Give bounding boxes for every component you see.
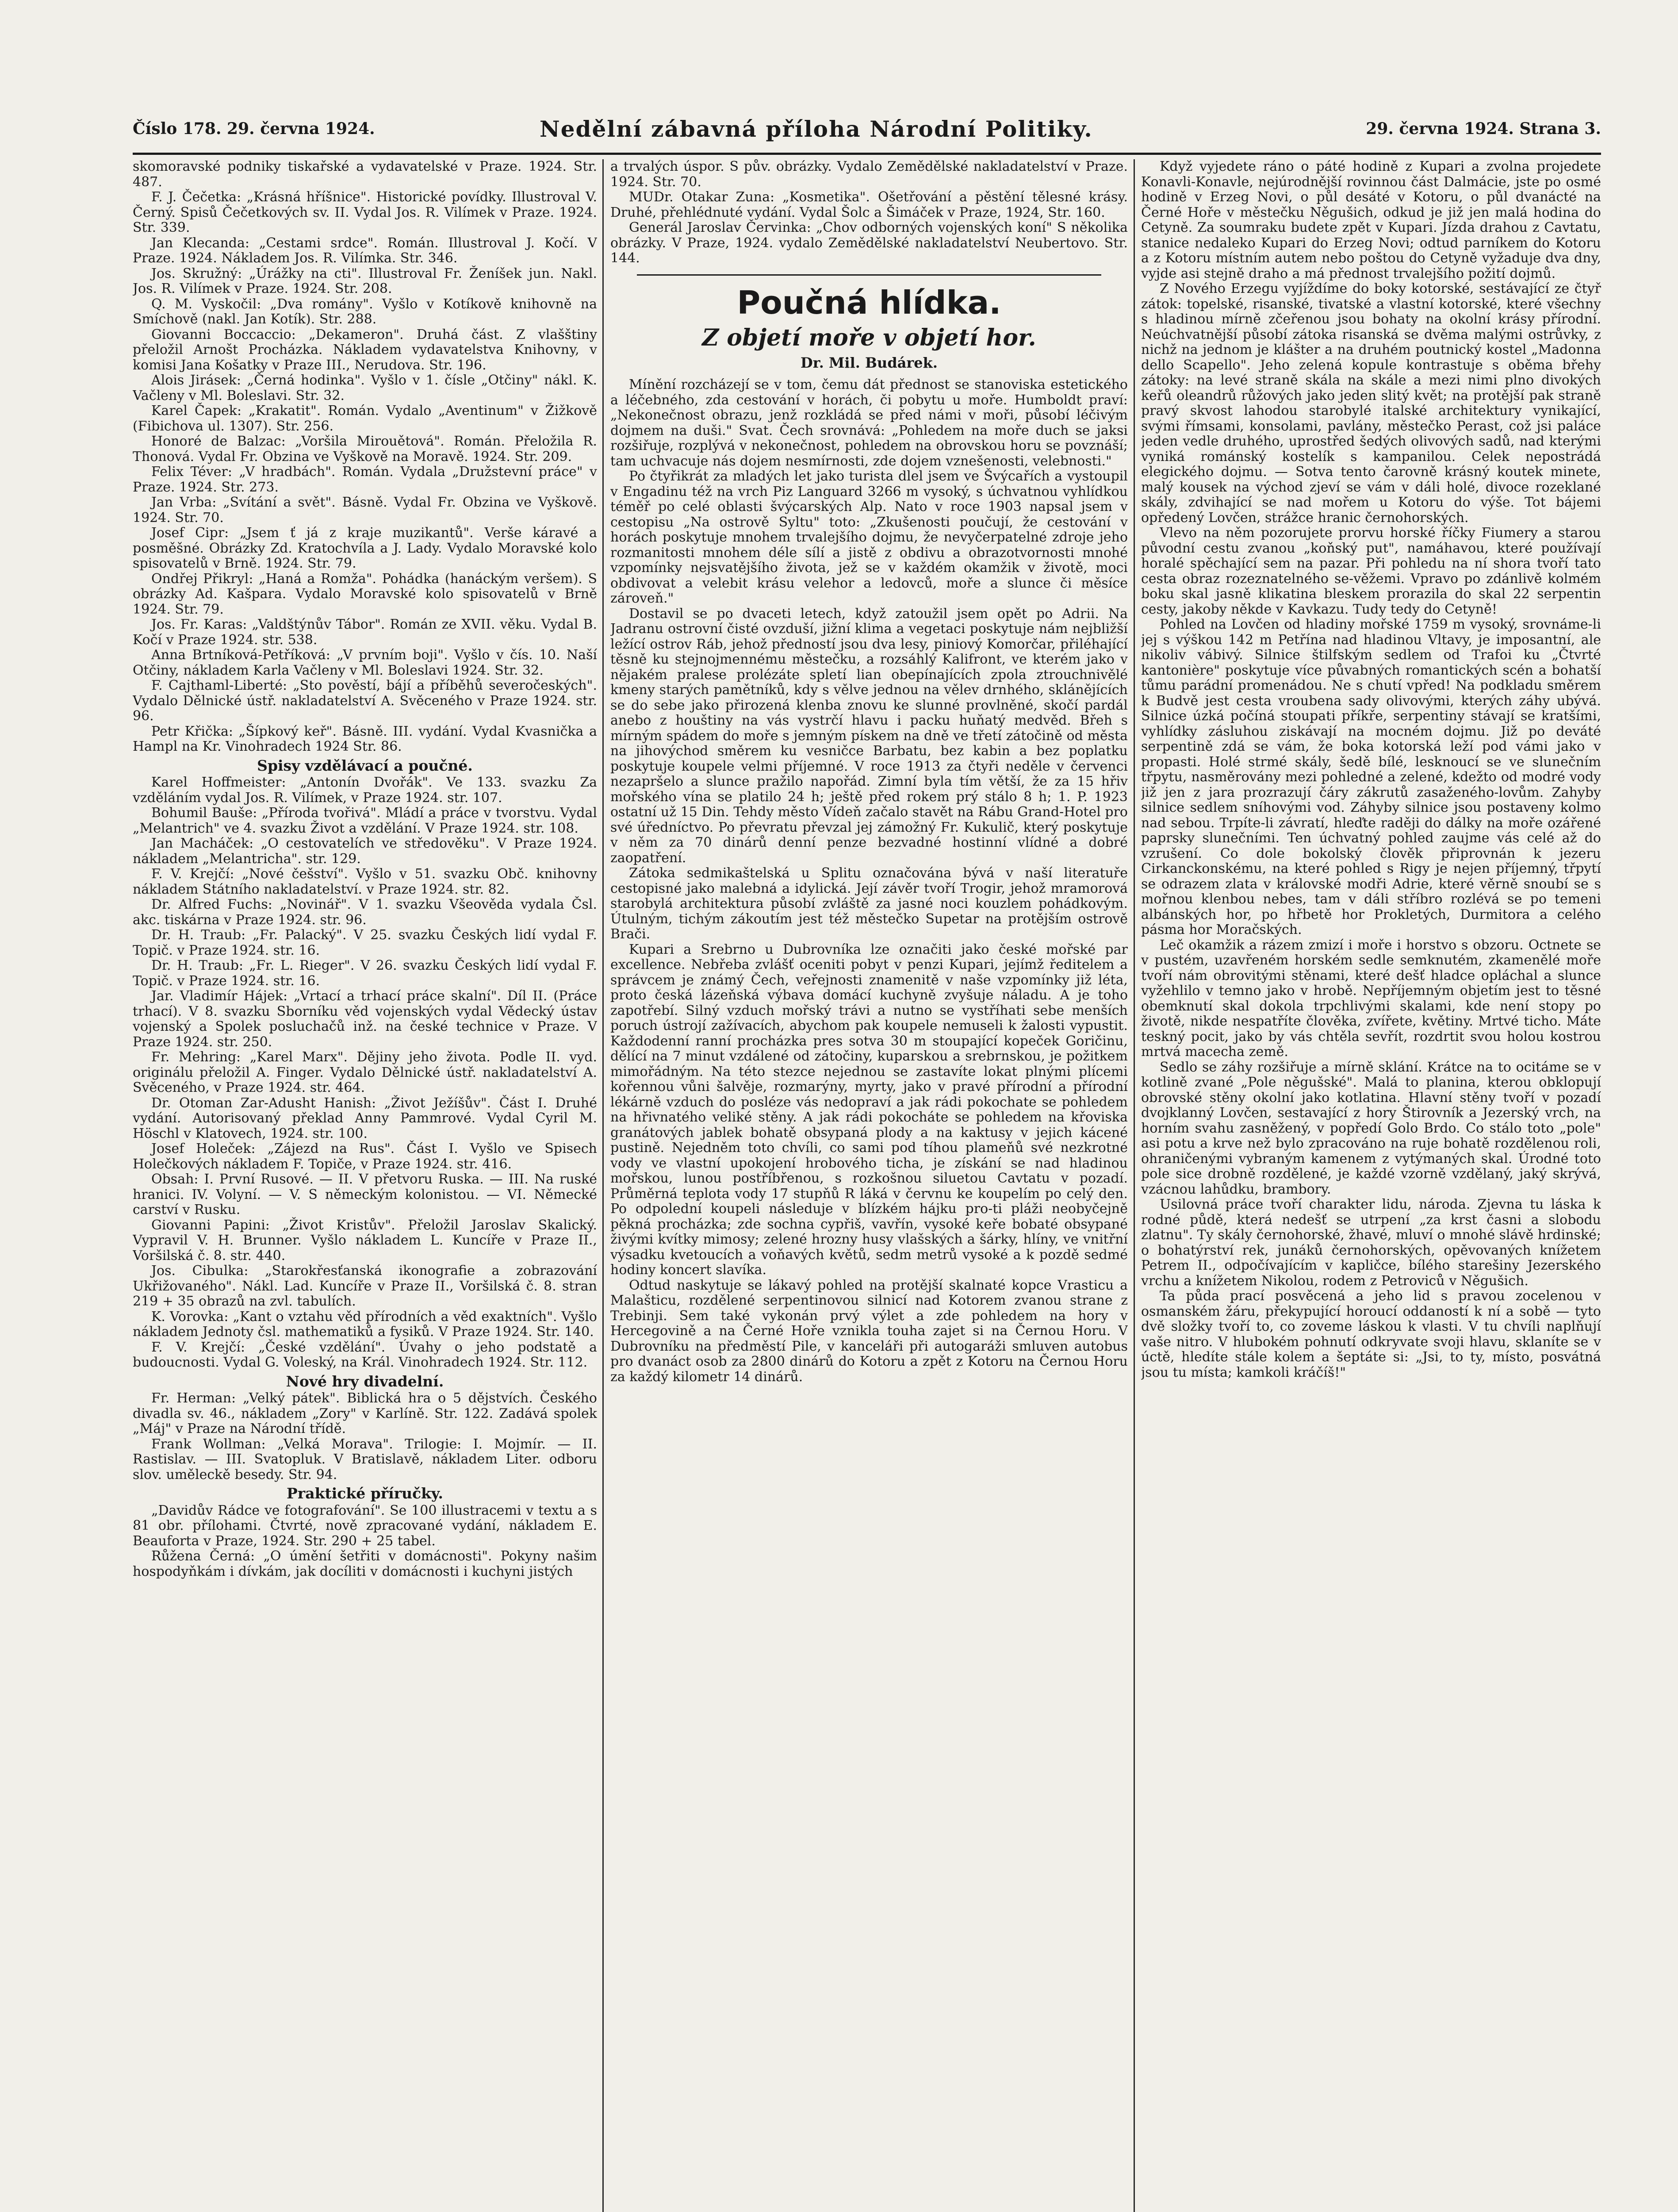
listing-entry: Q. M. Vyskočil: „Dva romány". Vyšlo v Kotíkově knihovně na Smíchově (nakl. Jan Kotík). Str. 288. bbox=[133, 296, 597, 327]
listing-entry: Dr. Otoman Zar-Adusht Hanish: „Život Ježíšův". Část I. Druhé vydání. Autorisovaný překlad Anny Pammrové. Vydal Cyril M. Höschl v Klatovech, 1924. str. 100. bbox=[133, 1095, 597, 1141]
listing-entry: Josef Holeček: „Zájezd na Rus". Část I. Vyšlo ve Spisech Holečkových nákladem F. Topiče, v Praze 1924. str. 416. bbox=[133, 1141, 597, 1172]
article-paragraph: Ta půda prací posvěcená a jeho lid s pravou zocelenou v osmanském žáru, překypující horoucí oddaností k ní a sobě — tyto dvě složky tvoří to, co zoveme láskou k vlasti. V tu chvíli naplňují vaše nitro. V hlubokém pohnutí odkryvate svoji hlavu, sklaníte se v úctě, hledíte stále kolem a šeptáte si: „Jsi, to ty, místo, posvátná jsou tu místa; kamkoli kráčíš!" bbox=[1141, 1288, 1601, 1380]
listing-entry: Obsah: I. První Rusové. — II. V přetvoru Ruska. — III. Na ruské hranici. IV. Volyní. — V. S německým kolonistou. — VI. Německé carství v Rusku. bbox=[133, 1171, 597, 1217]
article-paragraph: Pohled na Lovčen od hladiny mořské 1759 m vysoký, srovnáme-li jej s výškou 142 m Petřína nad hladinou Vltavy, je imposantní, ale nikoliv vábivý. Silnice štilfským sedlem od Trafoi ku „Čtvrté kantonière" poskytuje více půvabných romantických scén a bohatší tůmu parádní promenádou. Ne s chutí vpřed! Na podkladu směrem k Budvě jest cesta vroubena sady olivovými, kterých záhy ubývá. Silnice úzká počíná stoupati příkře, serpentiny stávají se kratšími, vyhlídky zásluhou ziskávají na mocném dojmu. Již po deváté serpentině zdá se vám, že boka kotorská leží pod vámi jako v propasti. Holé strmé skály, šedě bílé, lesknoucí se ve slunečním třpytu, nasměrovány mezi pohledné a zelené, kdežto od modré vody již jen z jara prozrazují čáry zákrutů zasaženého-lovům. Zahyby silnice sedlem sníhovými vod. Záhyby silnice jsou postaveny kolmo nad sebou. Trpíte-li závratí, hleďte raději do dálky na moře ozářené paprsky slunečními. Ten úchvatný pohled zaujme vás celé až do vzrušení. Co dole bokolský člověk připrovnán k jezeru Cirkanckonskému, na které pohled s Rigy je nejen příjemný, třpytí se odrazem zlata v královské modři Adrie, které věrně snoubí se s mořnou klenbou nebes, tam v dáli stříbro rozlévá se po temeni albánských hor, po hřbetě hor Prokletých, Durmitora a celého pásma hor Moračských. bbox=[1141, 617, 1601, 937]
article-paragraph: Vlevo na něm pozorujete prorvu horské říčky Fiumery a starou původní cestu zvanou „koňský put", namáhavou, které používají horalé spěchající sem na pazar. Při pohledu na ní shora tvoří tato cesta obraz rozeznatelného se-věžemi. Vpravo po zdánlivě kolmém boku skal jasně klikatina bleskem prorazila do skal 22 serpentin cesty, jakoby někde v Kavkazu. Tudy tedy do Cetyně! bbox=[1141, 525, 1601, 617]
article-paragraph: Odtud naskytuje se lákavý pohled na protější skalnaté kopce Vrasticu a Malašticu, rozdělené serpentinovou silnicí nad Kotorem zvanou strane z Trebinji. Sem také vykonán prvý výlet a zde pohledem na hory v Hercegovině a na Černé Hoře vznikla touha zajet si na Černou Horu. V Dubrovníku na předměstí Pile, v kanceláři při autogaráži smluven autobus pro dvanáct osob za 2800 dinárů do Kotoru a zpět z Kotoru na Černou Horu za každý kilometr 14 dinárů. bbox=[610, 1277, 1128, 1385]
listing-entry: Bohumil Bauše: „Příroda tvořivá". Mládí a práce v tvorstvu. Vydal „Melantrich" ve 4. svazku Život a vzdělání. V Praze 1924. str. 108. bbox=[133, 805, 597, 836]
listing-entry: Jan Macháček: „O cestovatelích ve středověku". V Praze 1924. nákladem „Melantricha". str. 129. bbox=[133, 836, 597, 867]
listing-entry: F. V. Krejčí: „České vzdělání". Úvahy o jeho podstatě a budoucnosti. Vydal G. Voleský, na Král. Vinohradech 1924. Str. 112. bbox=[133, 1339, 597, 1370]
listing-entry: Dr. H. Traub: „Fr. L. Rieger". V 26. svazku Českých lidí vydal F. Topič. v Praze 1924. str. 16. bbox=[133, 958, 597, 989]
section-heading: Praktické příručky. bbox=[287, 1485, 443, 1502]
listing-entry: Dr. H. Traub: „Fr. Palacký". V 25. svazku Českých lidí vydal F. Topič. v Praze 1924. str. 16. bbox=[133, 927, 597, 958]
listing-entry: Petr Křička: „Šípkový keř". Básně. III. vydání. Vydal Kvasnička a Hampl na Kr. Vinohradech 1924 Str. 86. bbox=[133, 723, 597, 754]
article-paragraph: Sedlo se záhy rozšiřuje a mírně sklání. Krátce na to ocitáme se v kotlině zvané „Pole něgušské". Malá to planina, kterou obklopují obrovské stěny okolní jako kotlatina. Hlavní stěny tvoří v pozadí dvojklanný Lovčen, sestavající z hory Štirovník a Jezerský vrch, na horním svahu zasněžený, v popředí Golo Brdo. Co stálo toto „pole" asi potu a krve než bylo zpracováno na ruje bohatě rozdělenou roli, ohraničenými vybraným kamenem z vytýmaných skal. Úrodné toto pole sice drobně rozdělené, je každé vzorně vzdělaný, jaký skrývá, vzácnou lahůdku, brambory. bbox=[1141, 1059, 1601, 1197]
listing-entry: Alois Jirásek: „Černá hodinka". Vyšlo v 1. čísle „Otčiny" nákl. K. Vačleny v Ml. Boleslavi. Str. 32. bbox=[133, 373, 597, 403]
listing-entry: Růžena Černá: „O úmění šetřiti v domácnosti". Pokyny našim hospodyňkám i dívkám, jak docíliti v domácnosti i kuchyni jistých bbox=[133, 1548, 597, 1579]
listing-entry: Ondřej Přikryl: „Haná a Romža". Pohádka (hanáckým veršem). S obrázky Ad. Kašpara. Vydalo Moravské kolo spisovatelů v Brně 1924. Str. 79. bbox=[133, 571, 597, 617]
listing-entry: Fr. Herman: „Velký pátek". Biblická hra o 5 dějstvích. Českého divadla sv. 46., nákladem „Zory" v Karlíně. Str. 122. Zadává spolek „Máj" v Praze na Národní třídě. bbox=[133, 1390, 597, 1436]
issue-number-date: Číslo 178. 29. června 1924. bbox=[133, 119, 375, 138]
column-3-article-continued bbox=[1141, 159, 1601, 2212]
listing-entry: MUDr. Otakar Zuna: „Kosmetika". Ošetřování a pěstění tělesné krásy. Druhé, přehlédnuté vydání. Vydal Šolc a Šimáček v Praze, 1924, Str. 160. bbox=[610, 189, 1128, 220]
listing-entry: Karel Hoffmeister: „Antonín Dvořák". Ve 133. svazku Za vzděláním vydal Jos. R. Vilímek, v Praze 1924. str. 107. bbox=[133, 775, 597, 806]
listing-entry: K. Vorovka: „Kant o vztahu věd přírodních a věd exaktních". Vyšlo nákladem Jednoty čsl. mathematiků a fysiků. V Praze 1924. Str. 140. bbox=[133, 1309, 597, 1340]
listing-entry: Fr. Mehring: „Karel Marx". Dějiny jeho života. Podle II. vyd. originálu přeložil A. Finger. Vydalo Dělnické ústř. nakladatelství A. Svěceného, v Praze 1924. str. 464. bbox=[133, 1049, 597, 1095]
column-divider bbox=[602, 159, 604, 2212]
column-2-article bbox=[610, 159, 1128, 2212]
listing-entry: Honoré de Balzac: „Voršila Mirouětová". Román. Přeložila R. Thonová. Vydal Fr. Obzina ve Vyškově na Moravě. 1924. Str. 209. bbox=[133, 434, 597, 465]
listing-entry: Jar. Vladimír Hájek: „Vrtací a trhací práce skalní". Díl II. (Práce trhací). V 8. svazku Sborníku věd vojenských vydal Vědecký ústav vojenský a Spolek posluchačů inž. na české technice v Praze. V Praze 1924. str. 250. bbox=[133, 988, 597, 1050]
listing-entry: a trvalých úspor. S pův. obrázky. Vydalo Zemědělské nakladatelství v Praze. 1924. Str. 70. bbox=[610, 159, 1128, 190]
listing-entry: Generál Jaroslav Červinka: „Chov odborných vojenských koní" S několika obrázky. V Praze, 1924. vydalo Zemědělské nakladatelství Neubertovo. Str. 144. bbox=[610, 220, 1128, 266]
article-paragraph: Když vyjedete ráno o páté hodině z Kupari a zvolna projedete Konavli-Konavle, nejúrodnější rovinnou část Dalmácie, jste po osmé hodině v Erzeg Novi, o půl desáté v Kotoru, o půl dvanácté na Černé Hoře v městečku Něgušich, odkud je již jen malá hodina do Cetyně. Za soumraku budete zpět v Kupari. Jízda drahou z Cavtatu, stanice nedaleko Kupari do Erzeg Novi; odtud parníkem do Kotoru a z Kotoru místním autem nebo poštou do Cetyně vyžaduje dva dny, vyjde asi stejně draho a má přednost trvalejšího požití dojmů. bbox=[1141, 159, 1601, 281]
header-rule bbox=[133, 153, 1601, 155]
article-paragraph: Mínění rozcházejí se v tom, čemu dát přednost se stanoviska estetického a léčebného, zda cestování v horách, či pobytu u moře. Humboldt praví: „Nekonečnost obrazu, jenž rozkládá se před námi v moři, působí léčivým dojmem na duši." Svat. Čech srovnává: „Pohledem na moře duch se jaksi rozšiřuje, rozplývá v nekonečnost, pohledem na obrovskou horu se povznáší; tam uchvacuje nás dojem nesmírnosti, zde dojem vznešenosti, velebnosti." bbox=[610, 377, 1128, 469]
listing-entry: skomoravské podniky tiskařské a vydavatelské v Praze. 1924. Str. 487. bbox=[133, 159, 597, 190]
article-paragraph: Zátoka sedmikaštelská u Splitu označována bývá v naší literatuře cestopisné jako malebná a idylická. Její závěr tvoří Trogir, jehož mramorová starobylá architektura působí zvláště za jasné noci kouzlem pohádkovým. Útulným, tichým zákoutím jest též městečko Supetar na protějším ostrově Brači. bbox=[610, 865, 1128, 942]
listing-entry: Jos. Skružný: „Úrážky na cti". Illustroval Fr. Ženíšek jun. Nakl. Jos. R. Vilímek v Praze. 1924. Str. 208. bbox=[133, 265, 597, 296]
article-paragraph: Usilovná práce tvoří charakter lidu, národa. Zjevna tu láska k rodné půdě, která nedešť se utrpení „za krst časni a slobodu zlatnu". Ty skály černohorské, žhavé, mluví o mnohé slávě hrdinské; o bohatýrství rek, junáků černohorských, opěvovaných knížetem Petrem II., odpočívajícím v kapličce, bílého starešiny Jezerského vrchu a knížetem Nikolou, rodem z Petroviců v Něgušich. bbox=[1141, 1197, 1601, 1289]
page-date-number: 29. června 1924. Strana 3. bbox=[1366, 119, 1601, 138]
listing-entry: F. Cajthaml-Liberté: „Sto pověstí, bájí a příběhů severočeských". Vydalo Dělnické ústř. nakladatelství A. Svěceného v Praze 1924. str. 96. bbox=[133, 678, 597, 724]
page-header bbox=[133, 116, 1601, 151]
listing-entry: Giovanni Boccaccio: „Dekameron". Druhá část. Z vlašštiny přeložil Arnošt Procházka. Nákladem vydavatelstva Knihovny, v komisi Jana Košatky v Praze III., Nerudova. Str. 196. bbox=[133, 326, 597, 373]
listing-entry: Josef Cipr: „Jsem ť já z kraje muzikantů". Verše káravé a posměšné. Obrázky Zd. Kratochvíla a J. Lady. Vydalo Moravské kolo spisovatelů v Brně. 1924. Str. 79. bbox=[133, 525, 597, 571]
section-heading: Spisy vzdělávací a poučné. bbox=[257, 757, 473, 774]
listing-entry: Felix Téver: „V hradbách". Román. Vydala „Družstevní práce" v Praze. 1924. Str. 273. bbox=[133, 464, 597, 495]
listing-entry: Jos. Fr. Karas: „Valdštýnův Tábor". Román ze XVII. věku. Vydal B. Kočí v Praze 1924. str. 538. bbox=[133, 617, 597, 648]
article-paragraph: Leč okamžik a rázem zmizí i moře i horstvo s obzoru. Octnete se v pustém, uzavřeném horském sedle semknutém, zkamenělé moře tvoří nám obrovitými stěnami, které dešť hladce opláchal a slunce vyžehlilo v temno jako v hrobě. Nepříjemným objetím jest to těsné obemknutí skal dokola trpchlivými skalami, kde není stopy po životě, nikde nespatříte člověka, zvířete, květiny. Mrtvé ticho. Máte teskný pocit, jako by vás chtěla sevřít, rozdrtit svou holou kostrou mrtvá macecha země. bbox=[1141, 937, 1601, 1060]
column-1-book-listings bbox=[133, 159, 597, 2212]
article-paragraph: Z Nového Erzegu vyjíždíme do boky kotorské, sestávající ze čtyř zátok: topelské, risanské, tivatské a vlastní kotorské, které všechny s hladinou mírně zčeřenou jsou bohaty na okolní krásy přírodní. Neúchvatnější působí zátoka risanská se dvěma malými ostrůvky, z nichž na jednom je klášter a na druhém poutnický kostel „Madonna dello Scapello". Jeho zelená kopule kontrastuje s oběma břehy zátoky: na levé straně skála na skále a mezi nimi plno divokých keřů oleandrů růžových jako jeden slitý květ; na protější pak straně pravý skvost lahodou starobylé italské architektury vynikající, svými římsami, konsolami, pavlány, městečko Perast, což jsi paláce jeden vedle druhého, uprostřed šedých olivových sadů, nad kterými vyniká románský kostelík s kampanilou. Celek nepostrádá elegického dojmu. — Sotva tento čarovně krásný koutek minete, malý kousek na východ zjeví se vám v dáli holé, divoce rozeklané skály, zdvihající se nad mořem u Kotoru do výše. Tot bájemi opředený Lovčen, strážce hranic černohorských. bbox=[1141, 281, 1601, 526]
listing-entry: Frank Wollman: „Velká Morava". Trilogie: I. Mojmír. — II. Rastislav. — III. Svatopluk. V Bratislavě, nákladem Liter. odboru slov. uměleckě besedy. Str. 94. bbox=[133, 1436, 597, 1482]
listing-entry: Karel Čapek: „Krakatit". Román. Vydalo „Aventinum" v Žižkově (Fibichova ul. 1307). Str. 256. bbox=[133, 403, 597, 434]
listing-entry: Dr. Alfred Fuchs: „Novinář". V 1. svazku Všeověda vydala Čsl. akc. tiskárna v Praze 1924. str. 96. bbox=[133, 897, 597, 928]
listing-entry: „Davidův Rádce ve fotografování". Se 100 illustracemi v textu a s 81 obr. přílohami. Čtvrté, nově zpracované vydání, nákladem E. Beauforta v Praze, 1924. Str. 290 + 25 tabel. bbox=[133, 1502, 597, 1549]
article-paragraph: Dostavil se po dvaceti letech, když zatoužil jsem opět po Adrii. Na Jadranu ostrovní čisté ovzduší, jižní klima a vegetaci poskytuje nám nejbližší ležící ostrov Ráb, jehož předností jsou dva lesy, piniový Komorčar, přiléhající těsně ku stejnojmennému městečku, a rozsáhlý Kalifront, ve kterém jako v nějakém pralese prolézáte spletí lian obepínajících zpola ztrouchnivělé kmeny starých pamětníků, kdy s vělve jednou na vělev drnhého, sklánějících se do sebe jako přirozená klenba znovu ke slunné provlněné, skočí pardál anebo z houštiny na vás vystrčí hlavu i packu huňatý medvěd. Břeh s mírným spádem do moře s jemným pískem na dně ve třetí zátočině od města na jihovýchod směrem ku vesničce Barbatu, bez kabin a bez poplatku poskytuje koupele velmi příjemné. V roce 1913 za čtyři neděle v červenci nezapršelo a slunce pražilo napořád. Zimní byla tím větší, že za 15 hřiv mořského vína se platilo 24 h; ještě před rokem prý stálo 8 h; 1. P. 1923 ostatní už 15 Din. Tehdy město Vídeň začalo stavět na Rábu Grand-Hotel pro své úředníctvo. Po převratu převzal jej zámožný Fr. Kukulič, který poskytuje v něm za 70 dinárů denní penze bezvadné hostinní vlídné a dobré zaopatření. bbox=[610, 606, 1128, 866]
article-paragraph: Po čtyřikrát za mladých let jako turista dlel jsem ve Švýcařích a vystoupil v Engadinu též na vrch Piz Languard 3266 m vysoký, s úchvatnou vyhlídkou téměř po celé oblasti švýcarských Alp. Nato v roce 1903 napsal jsem v cestopisu „Na ostrově Syltu" toto: „Zkušenosti poučují, že cestování v horách poskytuje mnohem trvalejšího dojmu, že nevyčerpatelné zdroje jeho rozmanitosti mnohem déle sílí a jistě z obdivu a obrazotvornosti mnohé vzpomínky nejsvatějšího života, jež se v každém okamžik v životě, moci obdivovat a velebit krásu velehor a ledovců, moře a slunce či měsíce zároveň." bbox=[610, 469, 1128, 606]
listing-entry: F. J. Čečetka: „Krásná hříšnice". Historické povídky. Illustroval V. Černý. Spisů Čečetkových sv. II. Vydal Jos. R. Vilímek v Praze. 1924. Str. 339. bbox=[133, 189, 597, 235]
listing-entry: Jos. Cibulka: „Starokřesťanská ikonografie a zobrazování Ukřižovaného". Nákl. Lad. Kuncíře v Praze II., Voršilská č. 8. stran 219 + 35 obrazů na zvl. tabulích. bbox=[133, 1263, 597, 1309]
listing-entry: Anna Brtníková-Petříková: „V prvním boji". Vyšlo v čís. 10. Naší Otčiny, nákladem Karla Vačleny v Ml. Boleslavi 1924. Str. 32. bbox=[133, 647, 597, 678]
listing-entry: Jan Klecanda: „Cestami srdce". Román. Illustroval J. Kočí. V Praze. 1924. Nákladem Jos. R. Vilímka. Str. 346. bbox=[133, 235, 597, 266]
listing-entry: Jan Vrba: „Svítání a svět". Básně. Vydal Fr. Obzina ve Vyškově. 1924. Str. 70. bbox=[133, 495, 597, 526]
column-divider bbox=[1134, 159, 1135, 2212]
listing-entry: Giovanni Papini: „Život Kristův". Přeložil Jaroslav Skalický. Vypravil V. H. Brunner. Vyšlo nákladem L. Kuncíře v Praze II., Voršilská č. 8. str. 440. bbox=[133, 1217, 597, 1263]
listing-entry: F. V. Krejčí: „Nové češství". Vyšlo v 51. svazku Obč. knihovny nákladem Státního nakladatelství. v Praze 1924. str. 82. bbox=[133, 866, 597, 897]
section-separator bbox=[637, 274, 1101, 276]
section-heading: Nové hry divadelní. bbox=[286, 1372, 444, 1390]
article-section-title: Poučná hlídka. bbox=[737, 284, 1001, 321]
supplement-title: Nedělní zábavná příloha Národní Politiky. bbox=[540, 116, 1093, 142]
article-headline: Z objetí moře v objetí hor. bbox=[702, 324, 1036, 351]
article-author: Dr. Mil. Budárek. bbox=[801, 354, 938, 371]
article-paragraph: Kupari a Srebrno u Dubrovníka lze označiti jako české mořské par excellence. Nebřeba zvlášť oceniti pobyt v penzi Kupari, jejímž ředitelem a správcem je známý Čech, veřejnosti znamenitě v naše vzpomínky již léta, proto česká lázeňská výbava domácí kuchyně zvyšuje náladu. A je toho zapotřebí. Silný vzduch mořský trávi a nutno se vystříhati sebe menších poruch ústrojí zažívacích, abychom pak koupele nemuseli k žalosti vypustit. Každodenní ranní procházka pres sotva 30 m stoupající kopeček Goričinu, dělící na 7 minut vzdálené od zátočiny, kuparskou a srebrnskou, je požitkem mimořádným. Na této stezce nejednou se zastavíte lokat plnými plícemi kořennou vůni šalvěje, rozmarýny, myrty, jako v pravé přírodní a přírodní lékárně vzduch do posléze vás nedopraví a jak rádi pokochate se pohledem na hřivnatého veliké stěny. A jak rádi pokocháte se pohledem na křoviska granátových jablek bohatě obsypaná plody a na kaktusy v jejich kácené pustině. Nejedněm toto chvíli, co sami pod tíhou plameňů své nezkrotné vody ve vlastní upokojení hrobového ticha, je získání se nad hladinou mořskou, lunou postříbřenou, s rozkošnou siluetou Cavtatu v pozadí. Průměrná teplota vody 17 stupňů R láká v červnu ke koupelím po celý den. Po odpolední koupeli následuje v blízkém hájku pro-ti pláži neobyčejně pěkná procházka; zde sochna cypřiš, vavřín, vysoké keře bobaté obsypané živými kvítky mimosy; zelené hrozny husy vlašských a šárky, hlíny, ve vnitřní výsadku kvetoucích a voňavých květů, sedm metrů vysoké a k pozdě sedmé hodiny koncert slavíka. bbox=[610, 941, 1128, 1278]
